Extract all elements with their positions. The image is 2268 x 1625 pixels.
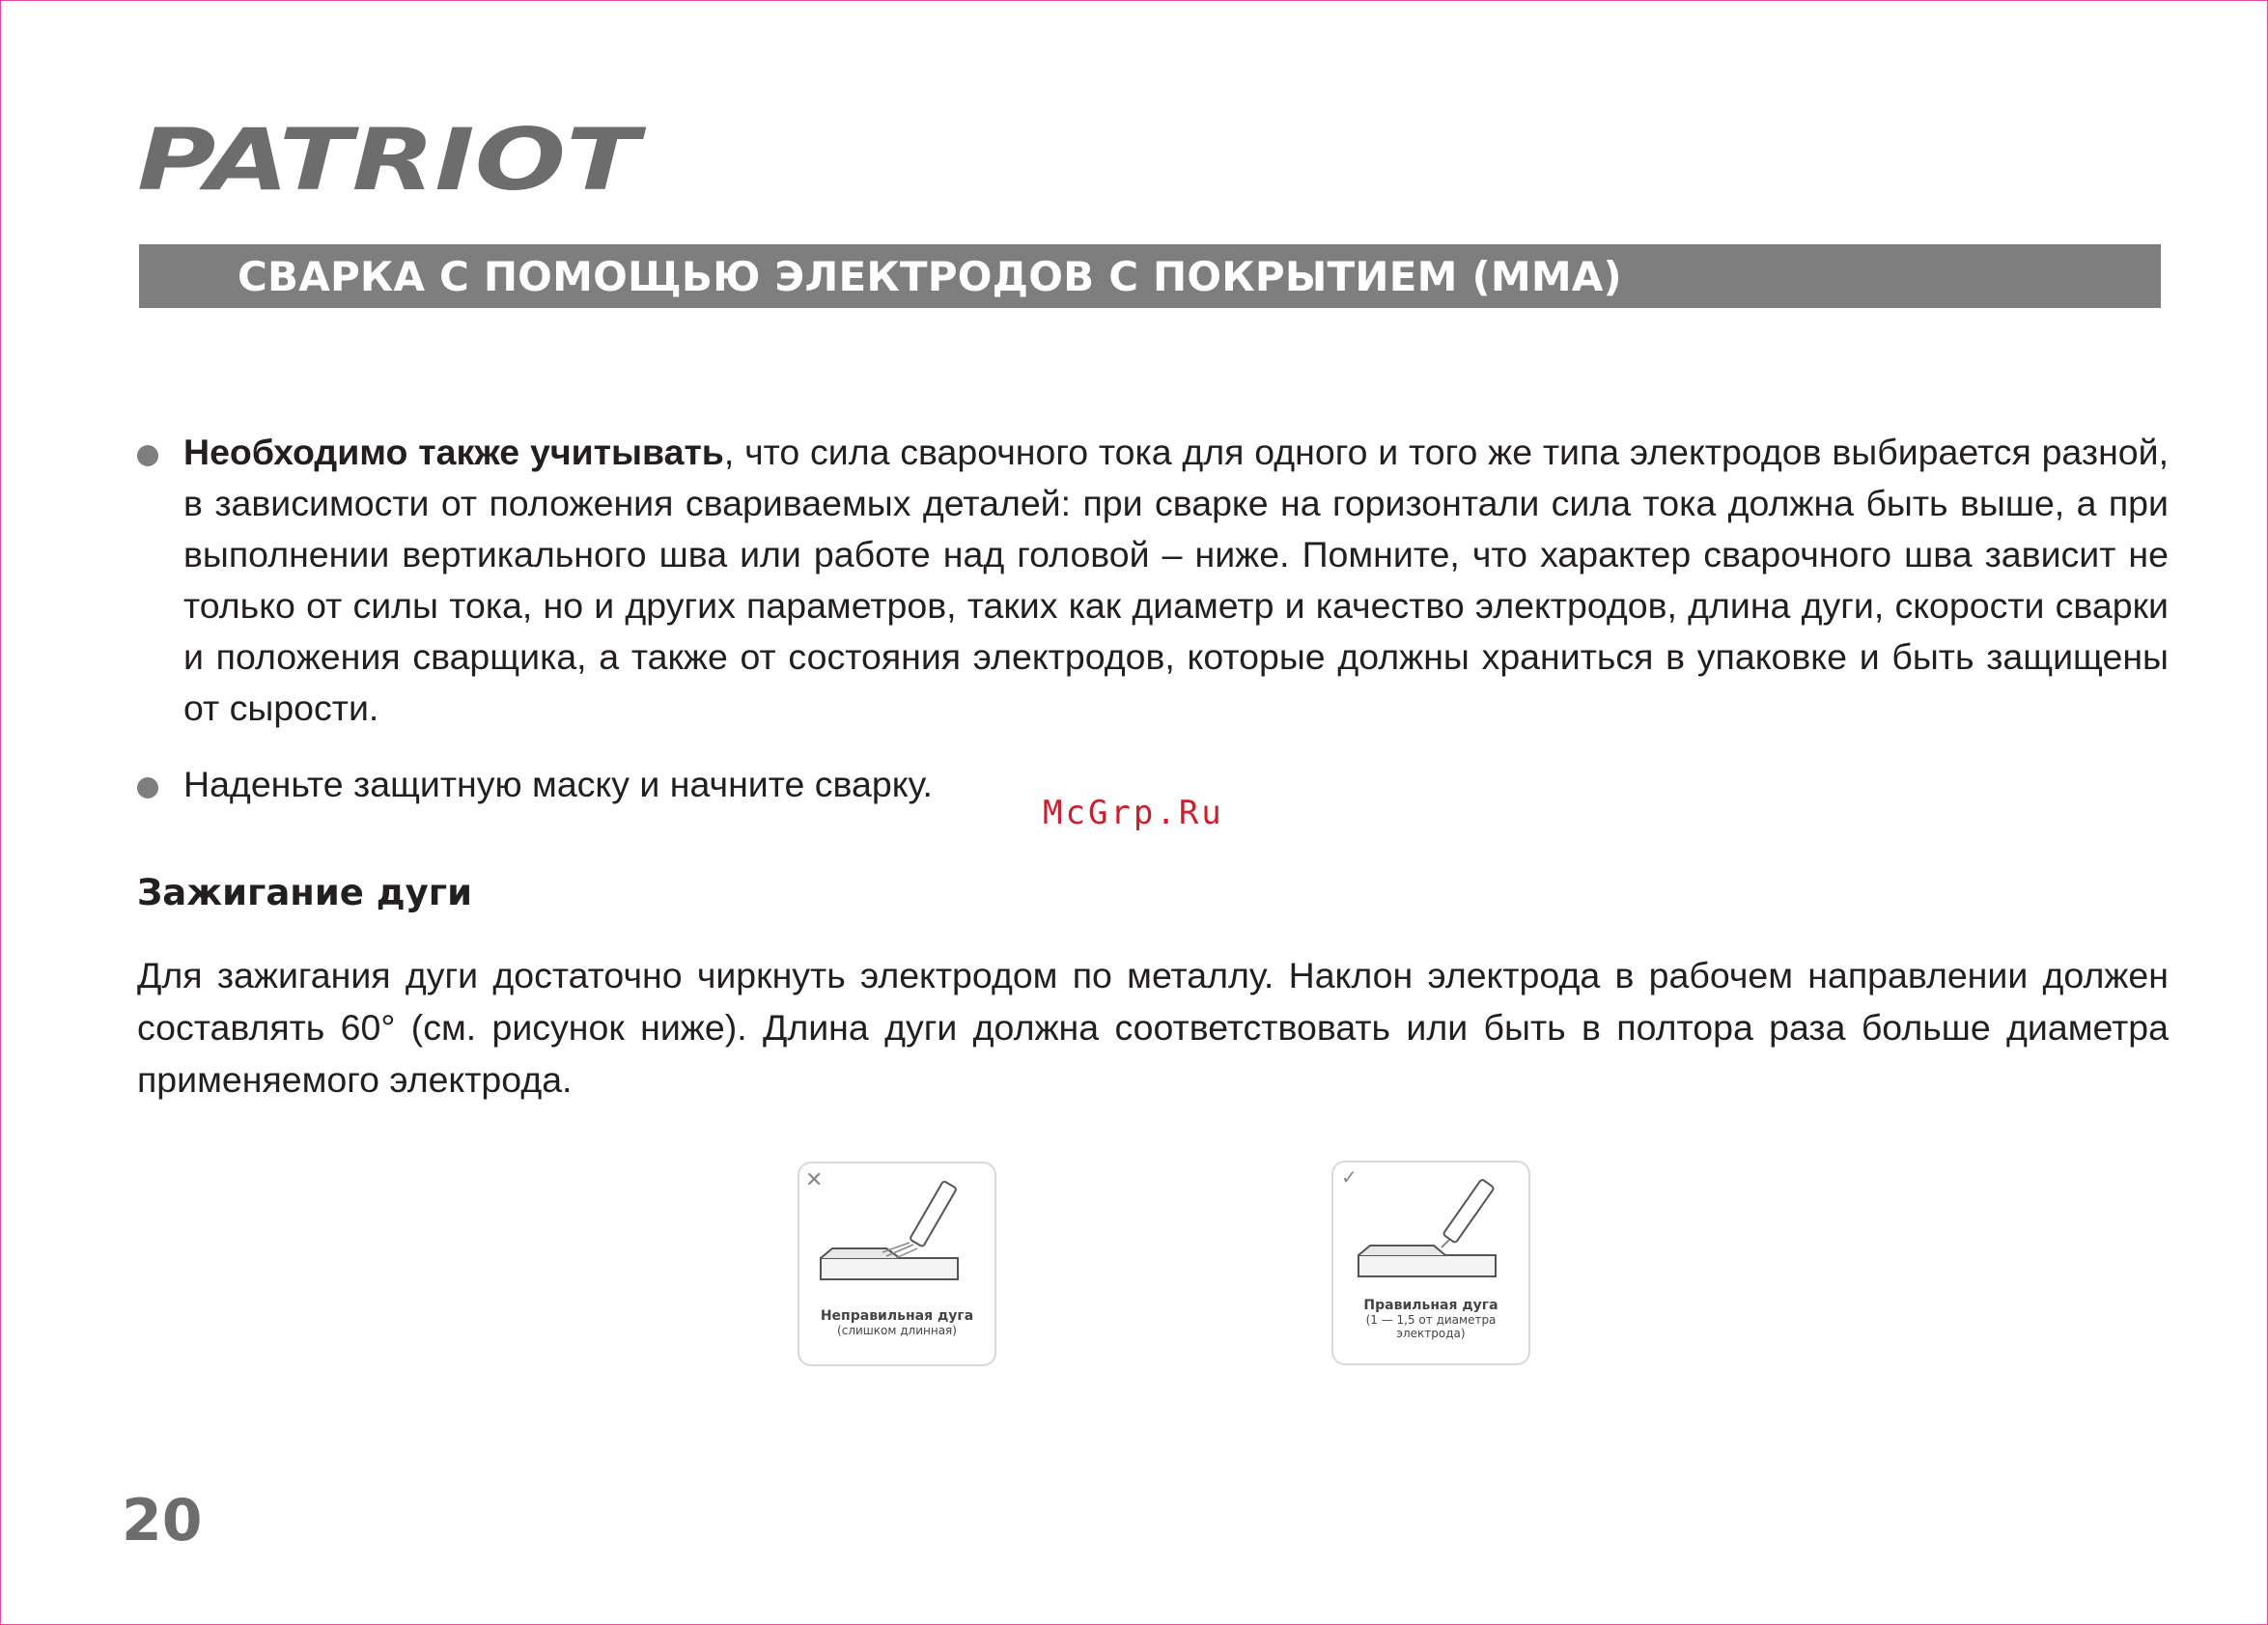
page-number: 20 [122,1487,203,1555]
figure-title: Неправильная дуга [820,1308,974,1324]
bullet-text [183,427,2169,734]
bullet-item [137,427,2169,745]
bullet-text: Наденьте защитную маску и начните сварку. [183,764,933,804]
figure-correct-arc [1331,1161,1530,1365]
figure-caption [1333,1298,1528,1340]
watermark-link[interactable]: McGrp.Ru [1043,794,1224,832]
figure-subtitle: (1 — 1,5 от диаметра [1365,1313,1497,1327]
bullet-body: , что сила сварочного тока для одного и того же типа электродов выбирается разной, в зависимости от положения свариваемых деталей: при сварке на горизонтали сила тока должна быть выше, а при выполнении вертикального шва или работе над головой – ниже. Помните, что характер сварочного шва зависит не только от силы тока, но и других параметров, таких как диаметр и качество электродов, длина дуги, скорости сварки и положения сварщика, а также от состояния электродов, которые должны храниться в упаковке и быть защищены от сырости. [183,432,2169,728]
figure-caption [799,1308,994,1337]
section-title-banner [139,244,2161,308]
bullet-item [137,759,1103,817]
bullet-bold-lead: Необходимо также учитывать [183,432,724,472]
section-title: СВАРКА С ПОМОЩЬЮ ЭЛЕКТРОДОВ С ПОКРЫТИЕМ (MMA) [238,253,1622,300]
cross-mark-icon: ✕ [805,1168,824,1192]
bullet-dot-icon [137,445,158,466]
figure-wrong-arc [798,1162,996,1366]
patriot-logo [135,114,676,201]
figure-subtitle: (слишком длинная) [837,1324,957,1337]
subheading: Зажигание дуги [137,872,473,913]
logo-text: PATRIOT [137,114,647,201]
body-paragraph: Для зажигания дуги достаточно чиркнуть электродом по металлу. Наклон электрода в рабочем направлении должен составлять 60° (см. рисунок ниже). Длина дуги должна соответствовать или быть в полтора раза больше диаметра применяемого электрода. [137,955,2169,1100]
bullet-dot-icon [137,777,158,798]
figure-title: Правильная дуга [1363,1298,1498,1313]
figure-subtitle-2: электрода) [1396,1327,1466,1340]
check-mark-icon: ✓ [1341,1165,1358,1189]
